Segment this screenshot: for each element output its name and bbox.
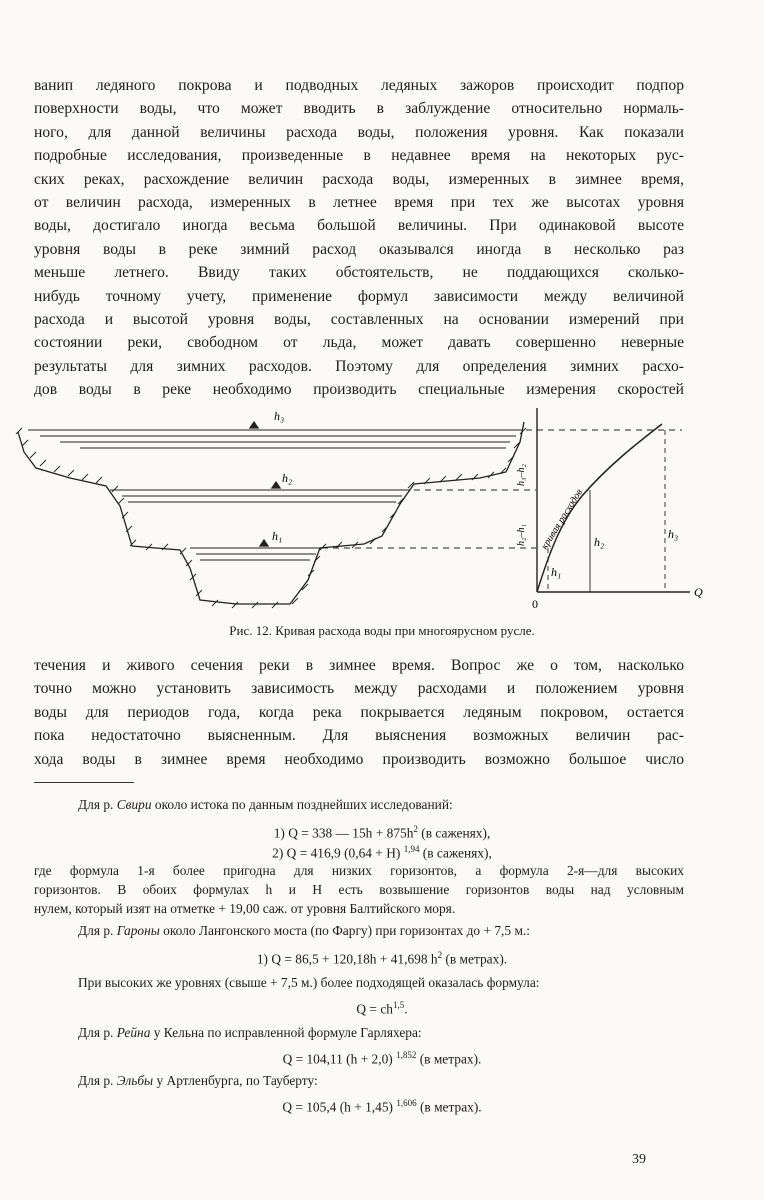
water-level-2 [110,490,410,502]
text-line: подробные исследования, произведенные в недавнее время на некоторых рус- [34,147,684,165]
footnote-svir-note-2: горизонтов. В обоих формулах h и H есть возвышение горизонтов воды над условным [34,882,684,897]
formula-svir-2: 2) Q = 416,9 (0,64 + H) $^{1,94}$ (в саженях), [272,844,492,861]
text-line: пока недостаточно выясненным. Для выяснения возможных величин рас- [34,727,684,745]
formula-garonne-1: 1) Q = 86,5 + 120,18h + 41,698 $h^2$ (в метрах). [256,950,508,967]
bank-hatching [16,428,526,608]
marker-h2 [272,482,280,488]
curve-label: кривая расходов [539,487,586,552]
label-h1: h₁ [272,529,283,543]
water-level-3 [28,430,522,448]
marker-h3 [250,422,258,428]
page-number: 39 [632,1152,646,1167]
footnote-rhine-intro: Для р. Рейна у Кельна по исправленной формуле Гарляхера: [78,1025,422,1040]
inner-label-h1: h₁ [551,565,562,579]
discharge-curve-figure [10,400,710,615]
inner-label-h2: h₂ [594,535,605,549]
footnote-svir-intro: Для р. Свири около истока по данным позднейших исследований: [78,797,453,812]
text-line: уровня воды в реке зимний расход оказывался иногда в несколько раз [34,240,684,258]
channel-profile [18,422,524,604]
footnote-svir-note-3: нулем, который изят на отметке + 19,00 саж. от уровня Балтийского моря. [34,901,456,916]
text-line: состоянии реки, свободном от льда, может давать совершенно неверные [34,334,684,352]
body-paragraph-bottom [34,654,684,771]
inner-label-h3: h₃ [668,527,679,541]
footnote-garonne-intro: Для р. Гароны около Лангонского моста (по Фаргу) при горизонтах до + 7,5 м.: [78,923,530,938]
formula-elbe: Q = 105,4 (h + 1,45) $^{1,606}$ (в метрах). [282,1098,482,1115]
footnote-garonne-high: При высоких же уровнях (свыше + 7,5 м.) более подходящей оказалась формула: [78,975,540,990]
text-line: меньше летнего. Ввиду таких обстоятельств, не поддающихся сколько- [34,264,684,282]
text-line: воды, достигало иногда весьма большой величины. При одинаковой высоте [34,217,684,235]
label-h3: h₃ [274,409,285,423]
text-line: ного, для данной величины расхода воды, положения уровня. Как показали [34,123,684,141]
water-level-1 [190,548,322,560]
q-axis-label: Q [694,585,703,599]
label-h2: h₂ [282,471,293,485]
formula-rhine: Q = 104,11 (h + 2,0) $^{1,852}$ (в метрах). [282,1050,482,1067]
figure-caption: Рис. 12. Кривая расхода воды при многоярусном русле. [229,623,535,638]
origin-label: 0 [532,597,538,611]
footnote-svir-note-1: где формула 1-я более пригодна для низких горизонтов, а формула 2-я—для высоких [34,863,684,878]
text-line: течения и живого сечения реки в зимнее время. Вопрос же о том, насколько [34,657,684,674]
axis-label-h2h1: h₂–h₁ [516,524,527,546]
text-line: расхода и высотой уровня воды, составленных на основании измерений при [34,311,684,329]
text-line: воды для периодов года, когда река покрывается ледяным покровом, остается [34,703,684,721]
formula-svir-1: 1) Q = 338 — $15h + 875h^2$ (в саженях), [273,824,491,841]
text-line: ских реках, расхождение величин расхода воды, измеренных в зимнее время, [34,170,684,188]
text-line: результаты для зимних расходов. Поэтому для определения зимних расхо- [34,357,684,375]
marker-h1 [260,540,268,546]
footnote-divider [34,782,134,783]
text-line: от величин расхода, измеренных в летнее время при тех же высотах уровня [34,194,684,212]
text-line: хода воды в зимнее время необходимо производить возможно большое число [34,750,684,768]
text-line: дов воды в реке необходимо производить специальные измерения скоростей [34,381,684,399]
text-line: ванип ледяного покрова и подводных ледяных зажоров происходит подпор [34,77,684,94]
text-line: поверхности воды, что может вводить в заблуждение относительно нормаль- [34,100,684,118]
text-line: точно можно установить зависимость между расходами и положением уровня [34,680,684,698]
axis-label-h3h2: h₃–h₂ [516,464,527,486]
footnote-elbe-intro: Для р. Эльбы у Артленбурга, по Тауберту: [78,1073,318,1088]
body-paragraph-top [34,74,684,402]
formula-garonne-2: Q = ch$^{1,5}$. [356,1000,408,1017]
text-line: нибудь точному учету, применение формул зависимости между величиной [34,287,684,305]
